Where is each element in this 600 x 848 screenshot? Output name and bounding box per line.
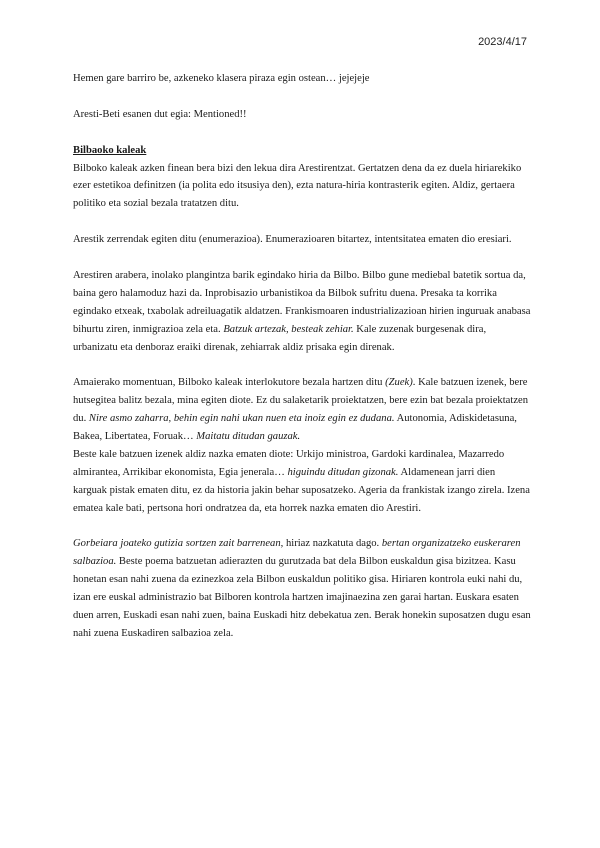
section-heading: Bilbaoko kaleak — [73, 144, 147, 156]
date-label: 2023/4/17 — [478, 36, 527, 48]
paragraph-3-text-end: Kale zuzenak burgesenak dira, urbanizatu eta denboraz eraiki direnak, zehiarrak aldiz prisaka egin direnak. — [73, 323, 487, 353]
paragraph-6 — [73, 535, 531, 642]
paragraph-4-italic-zuek: (Zuek) — [385, 377, 413, 389]
paragraph-6-text-end: Beste poema batzuetan adierazten du gurutzada bat dela Bilbon euskaldun gisa bizitzea. Kasu honetan esan nahi zuena da ezinezkoa zela Bilbon euskaldun politiko gisa. Hiriaren kontrola euki nahi du, izan ere euskal administrazio bat Bilboren kontrola hartzen imajinaezina zen garai hartan. Euskara esaten duen arren, Euskadi esan nahi zuen, baina Euskadi hitz debekatua zen. Berak honekin suposatzen dugu esan nahi zuena Euskadiren salbazioa zela. — [73, 556, 531, 639]
paragraph-3-italic: Batzuk artezak, besteak zehiar. — [223, 323, 354, 335]
paragraph-6-italic: bertan organizatzeko euskeraren salbazioa. — [73, 538, 521, 568]
paragraph-5-text: Beste kale batzuen izenek aldiz nazka ematen diote: Urkijo ministroa, Gardoki kardinalea, Mazarredo almirantea, Arrikibar ekonomista, Egia jenerala… — [73, 448, 505, 478]
paragraph-3 — [73, 267, 531, 357]
paragraph-3-text: Arestiren arabera, inolako plangintza barik egindako hiria da Bilbo. Bilbo gune mediebal batetik sortua da, baina gero halamoduz hazi da. Inprobisazio urbanistikoa da Bilbok sufritu duena. Presaka ta korrika egindako etxeak, txabolak adreiluagatik aldatzen. Frankismoaren industrializazioan hirien inguruak anabasa bihurtu ziren, inmigrazioa zela eta. — [73, 269, 531, 335]
paragraph-1: Bilboko kaleak azken finean bera bizi den lekua dira Arestirentzat. Gertatzen dena da ez duela hiriarekiko ezer estetikoa definitzen (ia polita edo itsusiya den), ezta natura-hiria kontrasterik egiten. Aldiz, gertaera politiko eta sozial bezala tratatzen ditu. — [73, 162, 522, 210]
paragraph-4-text-2: . Kale batzuen izenek, bere hutsegitea balitz bezala, mina egiten diote. Ez du salaketarik proiektatzen, bere ezin bat bezala proiektatzen du. — [73, 377, 529, 425]
paragraph-5-text-end: Aldamenean jarri dien karguak pistak ematen ditu, ez da historia jakin behar suposatzeko. Ageria da frankistak izango zirela. Izena ematea kale bati, pertsona hori ondratzea da, eta horrek nazka ematen dio Arestiri. — [73, 466, 530, 514]
paragraph-6-text: hiriaz nazkatuta dago. — [283, 538, 382, 550]
paragraph-4-italic-end: Maitatu ditudan gauzak. — [196, 431, 301, 443]
document-body — [73, 70, 531, 643]
paragraph-4 — [73, 374, 531, 446]
paragraph-4-quote: Nire asmo zaharra, behin egin nahi ukan nuen eta inoiz egin ez dudana. — [88, 413, 395, 425]
paragraph-5 — [73, 446, 531, 518]
paragraph-4-text: Amaierako momentuan, Bilboko kaleak interlokutore bezala hartzen ditu — [73, 377, 386, 389]
paragraph-5-italic: higuindu ditudan gizonak. — [287, 466, 399, 478]
intro-line-2: Aresti-Beti esanen dut egia: Mentioned!! — [73, 108, 247, 120]
intro-line-1: Hemen gare barriro be, azkeneko klasera piraza egin ostean… jejejeje — [73, 73, 370, 84]
paragraph-4-list: Autonomia, Adiskidetasuna, Bakea, Libertatea, Foruak… — [73, 413, 517, 443]
paragraph-6-italic-quote: Gorbeiara joateko gutizia sortzen zait barrenean, — [73, 538, 284, 550]
paragraph-2: Arestik zerrendak egiten ditu (enumerazioa). Enumerazioaren bitartez, intentsitatea ematen dio eresiari. — [73, 234, 512, 246]
